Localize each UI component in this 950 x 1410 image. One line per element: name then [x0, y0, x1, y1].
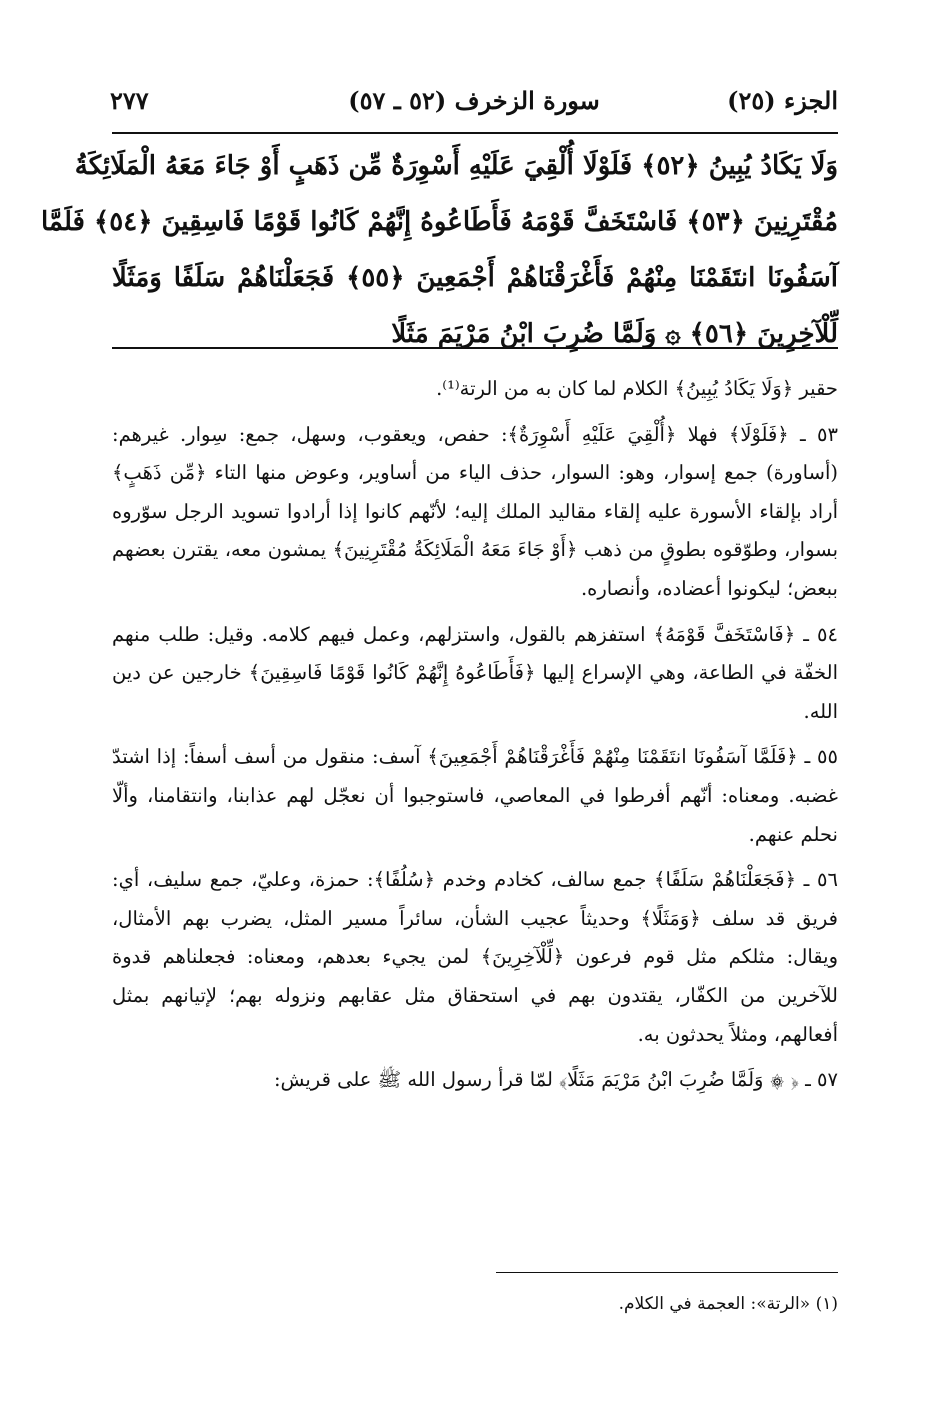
commentary-paragraph: ٥٦ ـ ﴿فَجَعَلْنَاهُمْ سَلَفًا﴾ جمع سالف، كخادم وخدم ﴿سُلُفًا﴾: حمزة، وعليّ، جمع سليف، أي: فريق قد سلف ﴿وَمَثَلًا﴾ وحديثاً عجيب الشأن، سائراً مسير المثل، يضرب بهم الأمثال، ويقال: مثلكم مثل قوم فرعون ﴿لِّلْآخِرِينَ﴾ لمن يجيء بعدهم، ومعناه: فجعلناهم قدوة للآخرين من الكفّار، يقتدون بهم في استحقاق مثل عقابهم ونزوله بهم؛ لإتيانهم بمثل أفعالهم، ومثلاً يحدثون به. — [112, 868, 838, 1046]
page-number: ٢٧٧ — [110, 86, 149, 115]
verse-line: لِّلْآخِرِينَ ﴿٥٦﴾ ۞ وَلَمَّا ضُرِبَ ابْنُ مَرْيَمَ مَثَلًا — [391, 319, 838, 349]
commentary-body — [112, 370, 838, 1100]
commentary-paragraph: حقير ﴿وَلَا يَكَادُ يُبِينُ﴾ الكلام لما كان به من الرتة⁽¹⁾. — [436, 377, 838, 400]
quran-verses-block — [41, 138, 839, 362]
surah-title: سورة الزخرف (٥٢ ـ ٥٧) — [348, 86, 600, 115]
footnote: (١) «الرتة»: العجمة في الكلام. — [618, 1294, 838, 1314]
verse-line: وَلَا يَكَادُ يُبِينُ ﴿٥٢﴾ فَلَوْلَا أُلْقِيَ عَلَيْهِ أَسْوِرَةٌ مِّن ذَهَبٍ أَوْ جَاءَ مَعَهُ الْمَلَائِكَةُ — [74, 151, 838, 181]
verses-divider — [112, 347, 838, 349]
footnote-divider — [496, 1272, 838, 1273]
commentary-paragraph: ٥٥ ـ ﴿فَلَمَّا آسَفُونَا انتَقَمْنَا مِنْهُمْ فَأَغْرَقْنَاهُمْ أَجْمَعِينَ﴾ آسف: منقول من أسف أسفاً: إذا اشتدّ غضبه. ومعناه: أنّهم أفرطوا في المعاصي، فاستوجبوا أن نعجّل لهم عذابنا، وانتقامنا، وألّا نحلم عنهم. — [112, 745, 838, 846]
page-header — [110, 86, 838, 130]
verse-line: آسَفُونَا انتَقَمْنَا مِنْهُمْ فَأَغْرَقْنَاهُمْ أَجْمَعِينَ ﴿٥٥﴾ فَجَعَلْنَاهُمْ سَلَفًا وَمَثَلًا — [112, 263, 839, 293]
header-divider — [112, 132, 838, 134]
verse-line: مُقْتَرِنِينَ ﴿٥٣﴾ فَاسْتَخَفَّ قَوْمَهُ فَأَطَاعُوهُ إِنَّهُمْ كَانُوا قَوْمًا فَاسِقِينَ ﴿٥٤﴾ فَلَمَّا — [41, 207, 838, 237]
juz-label: الجزء (٢٥) — [727, 86, 838, 115]
commentary-paragraph: ٥٣ ـ ﴿فَلَوْلَا﴾ فهلا ﴿أُلْقِيَ عَلَيْهِ أَسْوِرَةٌ﴾: حفص، ويعقوب، وسهل، جمع: سِوار. غيرهم: (أساورة) جمع إسوار، وهو: السوار، حذف الياء من أساوير، وعوض منها التاء ﴿مِّن ذَهَبٍ﴾ أراد بإلقاء الأسورة عليه إلقاء مقاليد الملك إليه؛ لأنّهم كانوا إذا أرادوا تسويد الرجل سوّروه بسوار، وطوّقوه بطوقٍ من ذهب ﴿أَوْ جَاءَ مَعَهُ الْمَلَائِكَةُ مُقْتَرِنِينَ﴾ يمشون معه، يقترن بعضهم ببعض؛ ليكونوا أعضاده، وأنصاره. — [112, 422, 838, 600]
commentary-paragraph: ٥٤ ـ ﴿فَاسْتَخَفَّ قَوْمَهُ﴾ استفزهم بالقول، واستزلهم، وعمل فيهم كلامه. وقيل: طلب منهم الخفّة في الطاعة، وهي الإسراع إليها ﴿فَأَطَاعُوهُ إِنَّهُمْ كَانُوا قَوْمًا فَاسِقِينَ﴾ خارجين عن دين الله. — [112, 622, 838, 723]
commentary-paragraph: ٥٧ ـ ﴿ ۞ وَلَمَّا ضُرِبَ ابْنُ مَرْيَمَ مَثَلًا﴾ لمّا قرأ رسول الله ﷺ على قريش: — [273, 1068, 838, 1092]
